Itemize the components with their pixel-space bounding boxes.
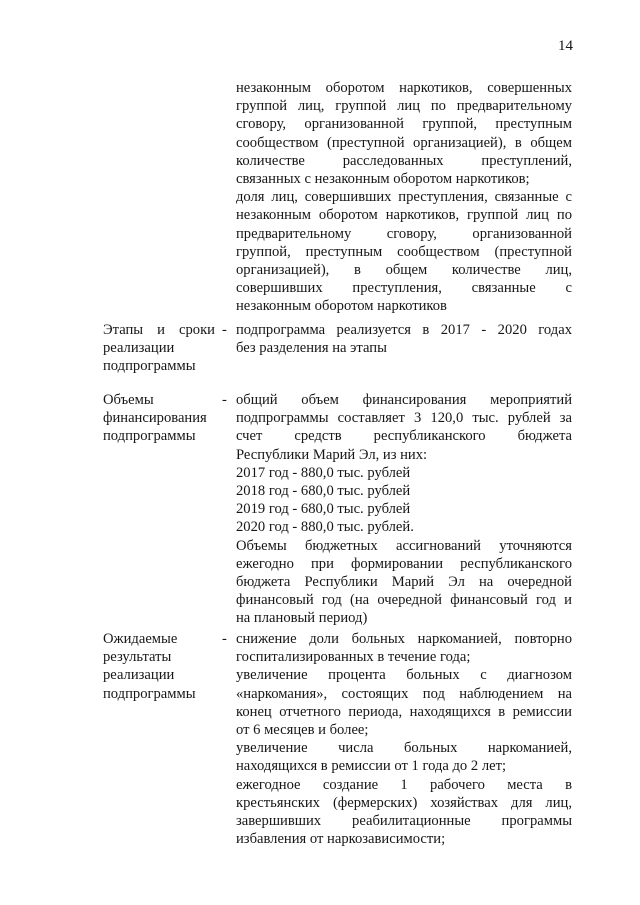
text-line: совершивших преступления, связанные с — [236, 280, 572, 297]
label-line: подпрограммы — [103, 428, 196, 445]
text-line: увеличение числа больных наркоманией, — [236, 740, 572, 757]
text-line: 2019 год - 680,0 тыс. рублей — [236, 501, 411, 518]
text-line: увеличение процента больных с диагнозом — [236, 667, 572, 684]
text-line: счет средств республиканского бюджета — [236, 428, 572, 445]
section-label — [103, 321, 221, 376]
text-line: Объемы бюджетных ассигнований уточняются — [236, 537, 572, 554]
text-line: Республики Марий Эл, из них: — [236, 446, 428, 463]
text-line: доля лиц, совершивших преступления, связанные с — [236, 189, 572, 206]
continuation-text — [236, 79, 572, 315]
text-line: сговору, организованной группой, преступным — [236, 116, 572, 133]
section-content — [236, 321, 572, 357]
section-content — [236, 630, 572, 848]
label-line: результаты — [103, 649, 172, 666]
text-line: «наркомания», состоящих под наблюдением на — [236, 685, 572, 702]
text-line: сообществом (преступной организацией), в общем — [236, 134, 572, 151]
text-line: организацией), в общем количестве лиц, — [236, 261, 572, 278]
text-line: находящихся в ремиссии от 1 года до 2 лет; — [236, 758, 507, 775]
text-line: предварительному сговору, организованной — [236, 225, 572, 242]
dash-separator: - — [222, 392, 227, 408]
dash-separator: - — [222, 631, 227, 647]
text-line: незаконным оборотом наркотиков, совершенных — [236, 80, 572, 96]
text-line: подпрограмма реализуется в 2017 - 2020 годах — [236, 322, 572, 338]
text-line: от 6 месяцев и более; — [236, 721, 369, 738]
label-line: Объемы — [103, 392, 154, 408]
label-line: подпрограммы — [103, 685, 196, 702]
text-line: на плановый период) — [236, 610, 368, 627]
text-line: завершивших реабилитационные программы — [236, 812, 572, 829]
text-line: без разделения на этапы — [236, 340, 387, 357]
text-line: крестьянских (фермерских) хозяйствах для лиц, — [236, 794, 572, 811]
text-line: госпитализированных в течение года; — [236, 649, 471, 666]
text-line: незаконным оборотом наркотиков — [236, 298, 447, 315]
text-line: количестве расследованных преступлений, — [236, 152, 572, 169]
dash-separator: - — [222, 322, 227, 338]
text-line: бюджета Республики Марий Эл на очередной — [236, 573, 572, 590]
label-line: Этапы и сроки — [103, 322, 215, 338]
text-line: ежегодно при формировании республиканского — [236, 555, 572, 572]
text-line: группой, преступным сообществом (преступной — [236, 243, 572, 260]
label-line: реализации — [103, 667, 175, 684]
label-line: подпрограммы — [103, 358, 196, 375]
label-line: финансирования — [103, 410, 207, 427]
text-line: незаконным оборотом наркотиков, группой лиц по — [236, 207, 572, 224]
text-line: 2017 год - 880,0 тыс. рублей — [236, 464, 411, 481]
section-label — [103, 630, 221, 703]
section-content — [236, 391, 572, 627]
text-line: подпрограммы составляет 3 120,0 тыс. рублей за — [236, 410, 572, 427]
page-number: 14 — [558, 38, 573, 54]
text-line: 2020 год - 880,0 тыс. рублей. — [236, 519, 414, 536]
text-line: 2018 год - 680,0 тыс. рублей — [236, 482, 411, 499]
text-line: финансовый год (на очередной финансовый год и — [236, 592, 572, 609]
label-line: Ожидаемые — [103, 631, 178, 647]
text-line: общий объем финансирования мероприятий — [236, 392, 572, 408]
text-line: конец отчетного периода, находящихся в ремиссии — [236, 703, 572, 720]
text-line: группой лиц, группой лиц по предварительному — [236, 98, 572, 115]
text-line: избавления от наркозависимости; — [236, 831, 446, 848]
text-line: снижение доли больных наркоманией, повторно — [236, 631, 572, 647]
text-line: связанных с незаконным оборотом наркотиков; — [236, 170, 530, 187]
section-label — [103, 391, 221, 446]
label-line: реализации — [103, 340, 175, 357]
text-line: ежегодное создание 1 рабочего места в — [236, 776, 572, 793]
